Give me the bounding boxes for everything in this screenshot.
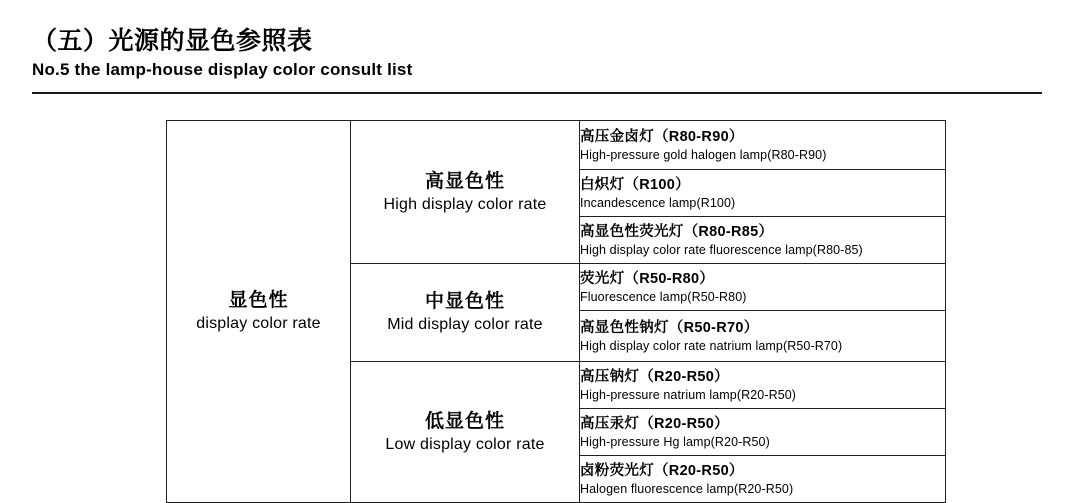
page-title-cn: （五）光源的显色参照表: [32, 27, 313, 55]
group-label-cn: 高显色性: [424, 170, 505, 192]
group-label-cn: 中显色性: [424, 291, 505, 312]
lamp-label-en: High-pressure Hg lamp(R20-R50): [580, 434, 770, 449]
lamp-label-cn: 卤粉荧光灯（R20-R50）: [580, 462, 744, 479]
page-title-en: No.5 the lamp-house display color consult list: [32, 60, 413, 79]
lamp-label-en: Incandescence lamp(R100): [580, 195, 736, 210]
lamp-cell: [580, 121, 946, 170]
lamp-cell: [580, 362, 946, 409]
lamp-cell: [580, 217, 946, 264]
lamp-label-cn: 高压金卤灯（R80-R90）: [580, 128, 744, 145]
lamp-label-en: High display color rate fluorescence lamp(R80-85): [580, 242, 863, 257]
lamp-label-cn: 高显色性钠灯（R50-R70）: [580, 319, 759, 336]
group-label-en: Mid display color rate: [387, 316, 543, 333]
lamp-label-en: High display color rate natrium lamp(R50-R70): [580, 338, 843, 353]
category-cell: [167, 121, 351, 503]
group-label-cn: 低显色性: [424, 410, 505, 432]
header-divider: [32, 92, 1042, 94]
lamp-cell: [580, 456, 946, 503]
group-cell-high: [351, 121, 580, 264]
lamp-cell: [580, 264, 946, 311]
category-label-cn: 显色性: [228, 290, 289, 311]
lamp-cell: [580, 409, 946, 456]
category-label-en: display color rate: [196, 315, 321, 332]
color-rate-table-container: [166, 120, 942, 503]
lamp-label-en: Fluorescence lamp(R50-R80): [580, 289, 747, 304]
lamp-label-en: High-pressure gold halogen lamp(R80-R90): [580, 147, 827, 162]
table-row: [167, 121, 946, 170]
lamp-label-cn: 白炽灯（R100）: [580, 176, 690, 193]
lamp-cell: [580, 170, 946, 217]
document-header: [32, 26, 1042, 80]
group-label-en: High display color rate: [383, 195, 547, 213]
lamp-label-cn: 高显色性荧光灯（R80-R85）: [580, 223, 774, 240]
group-label-en: Low display color rate: [385, 435, 545, 453]
lamp-label-cn: 高压钠灯（R20-R50）: [580, 368, 729, 385]
lamp-label-en: Halogen fluorescence lamp(R20-R50): [580, 481, 794, 496]
lamp-cell: [580, 311, 946, 362]
group-cell-mid: [351, 264, 580, 362]
color-rate-table: [166, 120, 946, 503]
lamp-label-en: High-pressure natrium lamp(R20-R50): [580, 387, 797, 402]
group-cell-low: [351, 362, 580, 503]
lamp-label-cn: 高压汞灯（R20-R50）: [580, 415, 729, 432]
lamp-label-cn: 荧光灯（R50-R80）: [580, 270, 715, 287]
